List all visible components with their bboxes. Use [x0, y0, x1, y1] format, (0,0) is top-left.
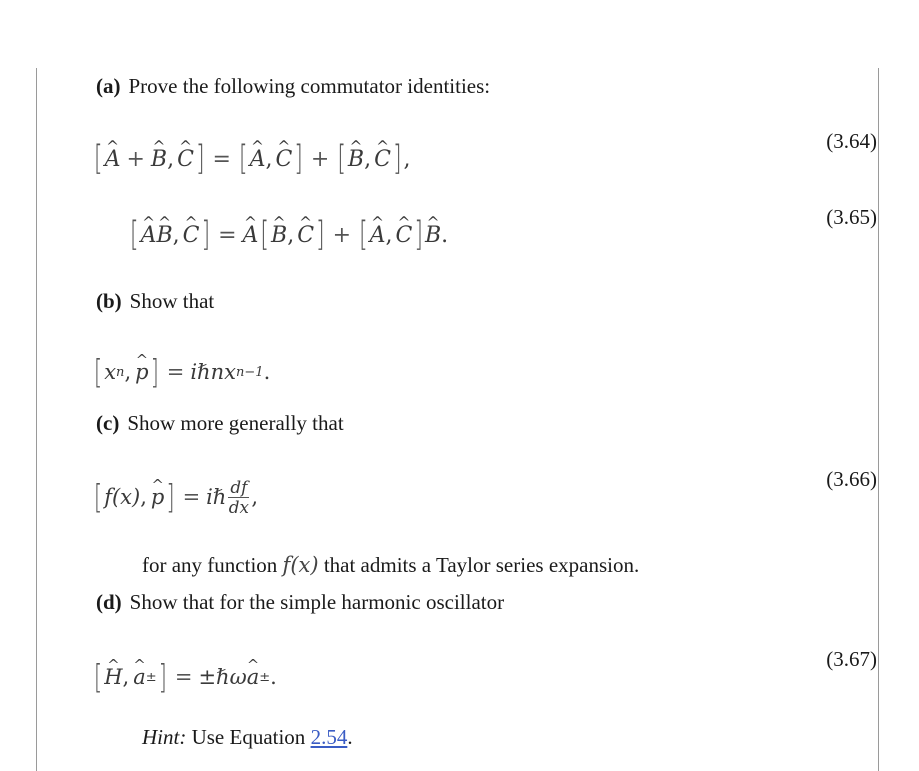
part-c-text: Show more generally that — [127, 411, 344, 435]
symbol-p-hat: ^ p — [135, 360, 148, 384]
symbol-h-hat: ^ H — [104, 665, 122, 689]
symbol-a-lower-hat: ^ a — [133, 665, 146, 689]
symbol-b-hat: ^ B — [151, 147, 167, 172]
part-d-hint: Hint: Use Equation 2.54. — [142, 725, 353, 749]
part-c-label: (c) — [96, 411, 120, 435]
equation-number-3-67: (3.67) — [826, 647, 877, 671]
equation-number-3-64: (3.64) — [826, 129, 877, 153]
equation-2-54-link[interactable]: 2.54 — [310, 725, 348, 749]
part-a-label: (a) — [96, 74, 121, 98]
symbol-c-hat: ^ C — [177, 147, 194, 172]
part-a-heading — [96, 73, 490, 99]
part-a-text: Prove the following commutator identities: — [128, 74, 491, 98]
equation-3-66: [ f(x) , ^ p ] = iℏ $\frac{df}{dx}$ , — [92, 467, 258, 527]
equation-number-3-66: (3.66) — [826, 467, 877, 491]
equation-number-3-65: (3.65) — [826, 205, 877, 229]
part-d-text: Show that for the simple harmonic oscillator — [129, 590, 505, 614]
part-c-heading — [96, 410, 344, 436]
equation-3-64: [ ^ A + ^ B , ^ C ] = [ ^ A , ^ C ] + [ ^ B , ^ C ] , — [92, 134, 411, 184]
part-d-label: (d) — [96, 590, 122, 614]
part-b-heading — [96, 288, 214, 314]
equation-part-b: [ x n , ^ p ] = iℏnx n−1 . — [92, 352, 270, 392]
symbol-a-hat: ^ A — [105, 147, 121, 172]
hint-label: Hint: — [142, 725, 187, 749]
part-d-heading — [96, 589, 504, 615]
part-b-text: Show that — [129, 289, 215, 313]
part-b-label: (b) — [96, 289, 122, 313]
derivative-fraction: $\frac{df}{dx}$ — [228, 476, 250, 517]
equation-3-65: [ ^ A ^ B , ^ C ] = ^ A [ ^ B , ^ C ] + [ ^ A , ^ C ] ^ B . — [128, 210, 448, 260]
part-c-note: for any function f(x) that admits a Taylor series expansion. — [142, 553, 640, 577]
equation-3-67: [ ^ H , ^ a ± ] = ±ℏω ^ a ± . — [92, 652, 277, 702]
